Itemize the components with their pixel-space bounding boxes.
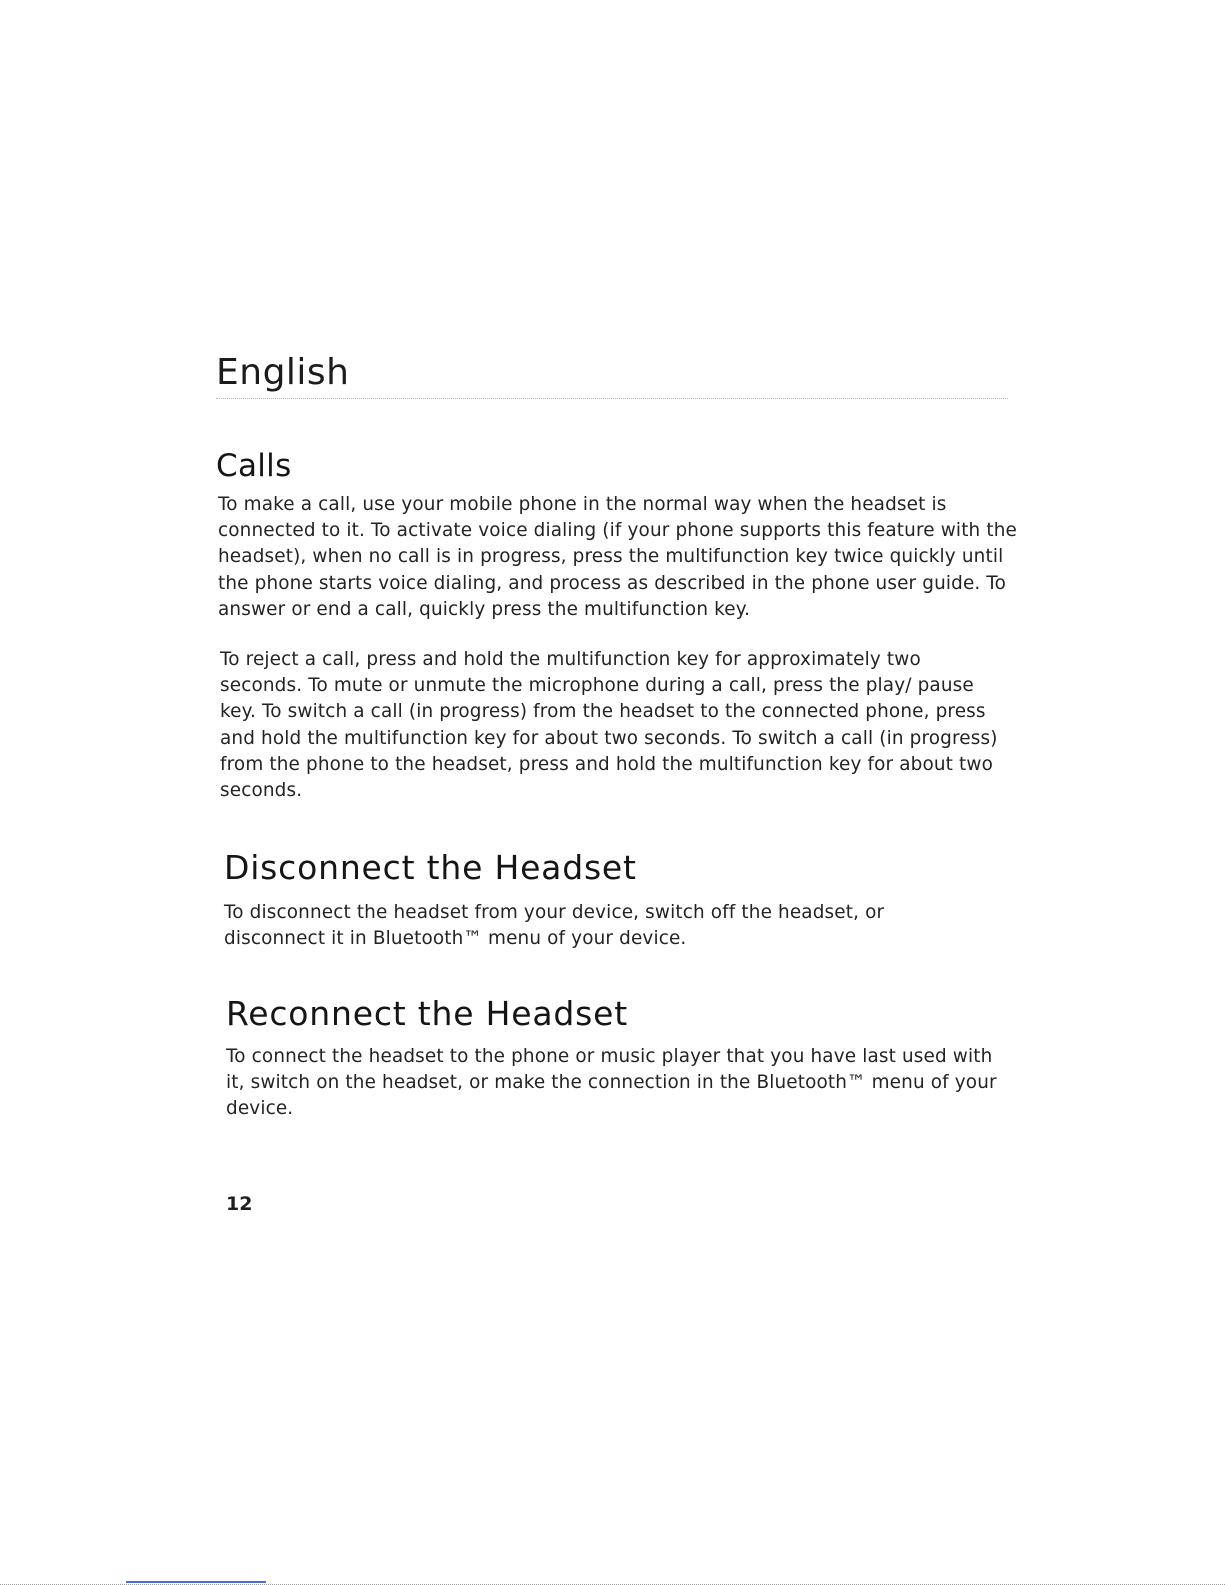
header-divider xyxy=(216,398,1008,399)
section-title-calls: Calls xyxy=(216,448,292,484)
language-header: English xyxy=(216,352,350,393)
section-title-disconnect: Disconnect the Headset xyxy=(224,848,637,887)
bottom-link-bar xyxy=(126,1581,266,1583)
disconnect-paragraph: To disconnect the headset from your device, switch off the headset, or disconnect it in Bluetooth™ menu of your device. xyxy=(224,902,885,950)
calls-paragraph-2: To reject a call, press and hold the multifunction key for approximately two seconds. To mute or unmute the microphone during a call, press the play/ pause key. To switch a call (in progress) from the headset to the connected phone, press and hold the multifunction key for about two seconds. To switch a call (in progress) from the phone to the headset, press and hold the multifunction key for about two seconds. xyxy=(220,649,998,802)
reconnect-paragraph: To connect the headset to the phone or music player that you have last used with it, switch on the headset, or make the connection in the Bluetooth™ menu of your device. xyxy=(226,1046,997,1120)
calls-paragraph-1: To make a call, use your mobile phone in the normal way when the headset is connected to it. To activate voice dialing (if your phone supports this feature with the headset), when no call is in progress, press the multifunction key twice quickly until the phone starts voice dialing, and process as described in the phone user guide. To answer or end a call, quickly press the multifunction key. xyxy=(218,494,1017,620)
page-number: 12 xyxy=(226,1193,253,1215)
section-title-reconnect: Reconnect the Headset xyxy=(226,994,628,1033)
